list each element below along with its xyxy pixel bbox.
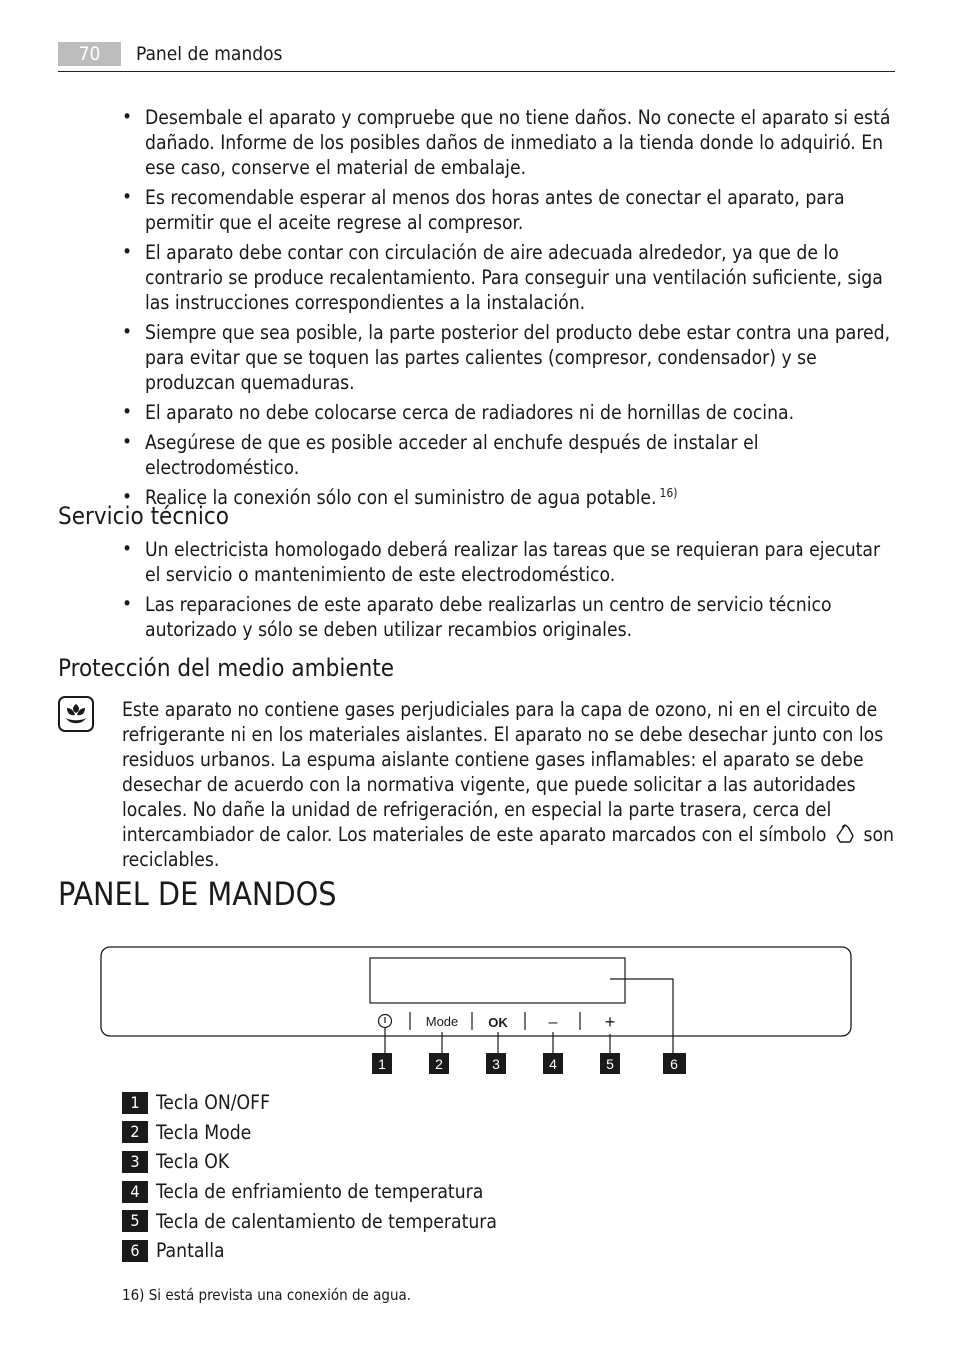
- service-heading: Servicio técnico: [58, 502, 229, 530]
- callout-4: 4: [549, 1056, 557, 1072]
- footnote-ref: 16): [659, 486, 678, 500]
- callout-3: 3: [492, 1056, 500, 1072]
- legend-number: 1: [122, 1092, 148, 1114]
- legend-item: [122, 1147, 497, 1177]
- list-item: • Las reparaciones de este aparato debe realizarlas un centro de servicio técnico autorizado y sólo se deben utilizar recambios originales.: [122, 592, 897, 642]
- list-item: • El aparato no debe colocarse cerca de radiadores ni de hornillas de cocina.: [122, 400, 897, 425]
- display-screen: [370, 958, 625, 1003]
- page-header: [58, 40, 895, 72]
- legend-label: Pantalla: [156, 1239, 225, 1263]
- plus-button: +: [604, 1012, 616, 1032]
- legend-label: Tecla de enfriamiento de temperatura: [156, 1180, 484, 1204]
- legend-number: 2: [122, 1121, 148, 1143]
- list-item: • Es recomendable esperar al menos dos horas antes de conectar el aparato, para permitir que el aceite regrese al compresor.: [122, 185, 897, 235]
- environment-text: Este aparato no contiene gases perjudiciales para la capa de ozono, ni en el circuito de refrigerante ni en los materiales aislantes. El aparato no se debe desechar junto con los residuos urbanos. La espuma aislante contiene gases inflamables: el aparato se debe desechar de acuerdo con la normativa vigente, que puede solicitar a las autoridades locales. No dañe la unidad de refrigeración, en especial la parte trasera, cerca del intercambiador de calor. Los materiales de este aparato marcados con el símbolo son reciclables.: [122, 698, 894, 871]
- callout-1: 1: [378, 1056, 386, 1072]
- list-item: • Siempre que sea posible, la parte posterior del producto debe estar contra una pared, para evitar que se toquen las partes calientes (compresor, condensador) y se produzcan quemaduras.: [122, 320, 897, 395]
- control-legend: [122, 1088, 497, 1266]
- legend-number: 4: [122, 1181, 148, 1203]
- legend-label: Tecla Mode: [156, 1120, 252, 1144]
- legend-label: Tecla de calentamiento de temperatura: [156, 1209, 497, 1233]
- legend-number: 6: [122, 1240, 148, 1262]
- legend-item: [122, 1088, 497, 1118]
- environment-heading: Protección del medio ambiente: [58, 654, 395, 682]
- environment-icon: [58, 696, 94, 732]
- page-number: 70: [58, 42, 121, 66]
- installation-list: [122, 105, 897, 515]
- callout-5: 5: [606, 1056, 614, 1072]
- callout-2: 2: [435, 1056, 443, 1072]
- header-title: Panel de mandos: [136, 43, 283, 65]
- list-item: • Un electricista homologado deberá realizar las tareas que se requieran para ejecutar el servicio o mantenimiento de este electrodoméstico.: [122, 537, 897, 587]
- ok-button: OK: [488, 1015, 508, 1030]
- legend-item: [122, 1236, 497, 1266]
- control-panel-diagram: [100, 946, 852, 1078]
- legend-number: 5: [122, 1210, 148, 1232]
- legend-item: [122, 1118, 497, 1148]
- callout-6: 6: [670, 1056, 678, 1072]
- legend-label: Tecla OK: [156, 1150, 230, 1174]
- list-item: • Asegúrese de que es posible acceder al enchufe después de instalar el electrodoméstico.: [122, 430, 897, 480]
- legend-number: 3: [122, 1151, 148, 1173]
- mode-button: Mode: [425, 1014, 459, 1029]
- minus-button: –: [548, 1014, 558, 1031]
- list-item: • El aparato debe contar con circulación de aire adecuada alrededor, ya que de lo contrario se produce recalentamiento. Para conseguir una ventilación suficiente, siga las instrucciones correspondientes a la instalación.: [122, 240, 897, 315]
- service-list: [122, 537, 897, 647]
- legend-item: [122, 1177, 497, 1207]
- list-item: • Desembale el aparato y compruebe que no tiene daños. No conecte el aparato si está dañado. Informe de los posibles daños de inmediato a la tienda donde lo adquirió. En ese caso, conserve el material de embalaje.: [122, 105, 897, 180]
- footnote: 16) Si está prevista una conexión de agua.: [122, 1286, 412, 1304]
- recycle-icon: [834, 824, 856, 844]
- legend-label: Tecla ON/OFF: [156, 1091, 271, 1115]
- list-item: • Realice la conexión sólo con el suministro de agua potable. $^{16)}$: [122, 485, 897, 510]
- legend-item: [122, 1206, 497, 1236]
- page-title: PANEL DE MANDOS: [58, 875, 337, 913]
